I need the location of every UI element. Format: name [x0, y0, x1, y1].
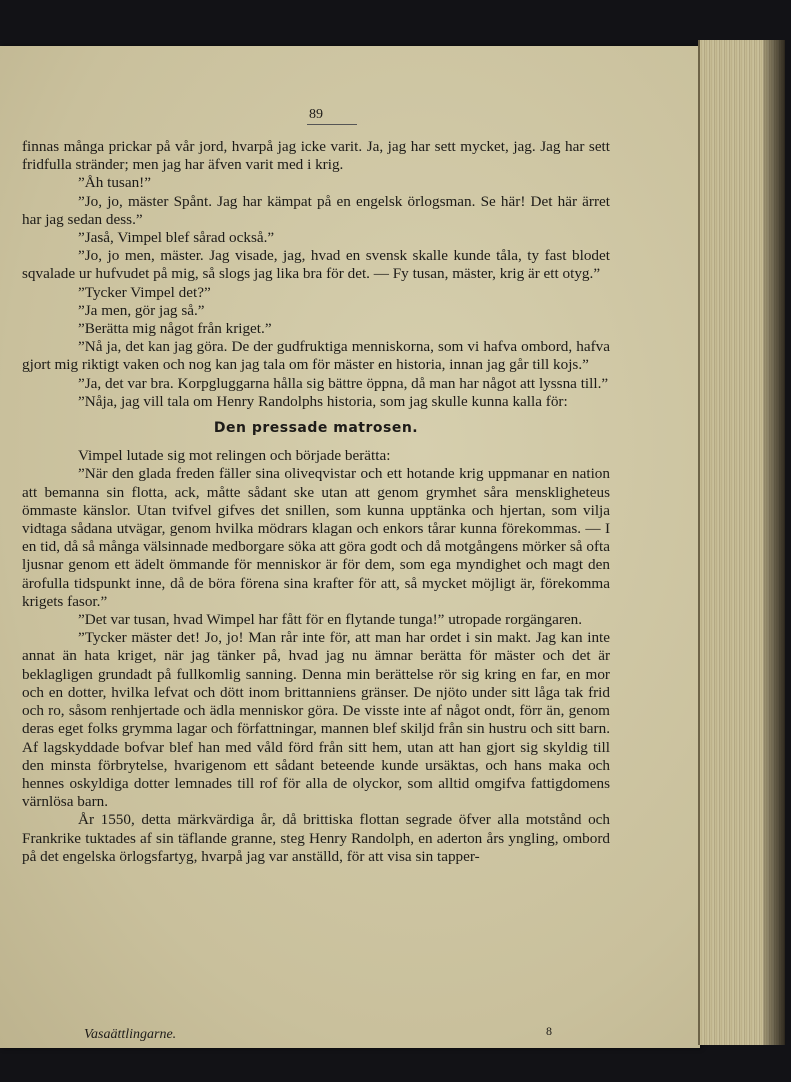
paragraph: Vimpel lutade sig mot relingen och började berätta:	[78, 447, 391, 465]
paragraph: ”Jaså, Vimpel blef sårad också.”	[78, 229, 275, 247]
paragraph: ”Ja men, gör jag så.”	[78, 301, 205, 319]
body-text	[22, 138, 610, 866]
page-number-rule	[307, 124, 357, 125]
page-number: 89	[309, 107, 323, 122]
paragraph: ”Tycker Vimpel det?”	[78, 283, 211, 301]
section-heading: Den pressade matrosen.	[213, 420, 419, 437]
book-page	[0, 46, 700, 1048]
signature-mark: 8	[546, 1024, 552, 1038]
paragraph: ”Åh tusan!”	[78, 174, 151, 192]
paragraph: ”Ja, det var bra. Korpgluggarna hålla sig bättre öppna, då man har något att lyssna till.”	[78, 374, 609, 392]
paragraph: ”Det var tusan, hvad Wimpel har fått för en flytande tunga!” utropade rorgängaren.	[78, 611, 583, 629]
paragraph: ”Nå ja, det kan jag göra. De der gudfruktiga menniskorna, som vi hafva ombord, hafva gjort mig riktigt vaken och nog kan jag tala om för mäster en historia, innan jag går till kojs.”	[22, 338, 610, 374]
paragraph: ”Tycker mäster det! Jo, jo! Man rår inte för, att man har ordet i sin makt. Jag kan inte annat än hata kriget, när jag tänker på, hvad jag nu ämnar berätta för mäster och det är beklagligen grundadt på fullkomlig sanning. Denna min berättelse rör sig kring en far, en mor och en dotter, hvilka lefvat och dött inom brittanniens gränser. De njöto under sitt låga tak frid och ro, såsom renhjertade och ädla menniskor göra. De visste inte af något ondt, förr än, genom deras eget folks grymma lagar och författningar, mannen blef skiljd från sin hustru och sitt barn. Af lagskyddade bofvar blef han med våld förd från sitt hem, utan att han gjort sig skyldig till den minsta förbrytelse, hvarigenom ett sådant beteende kunde ursäktas, och hans maka och hennes oskyldiga dotter lemnades till rof för alla de olyckor, som alltid omgifva fattigdomens värnlösa barn.	[22, 629, 610, 811]
paragraph: ”Berätta mig något från kriget.”	[78, 320, 272, 338]
paragraph: ”Nåja, jag vill tala om Henry Randolphs historia, som jag skulle kunna kalla för:	[78, 392, 568, 410]
paragraph: ”Jo, jo, mäster Spånt. Jag har kämpat på en engelsk örlogsman. Se här! Det här ärret har jag sedan dess.”	[22, 192, 610, 228]
page-footer	[22, 1026, 610, 1046]
book-fore-edge	[698, 40, 785, 1045]
paragraph: finnas många prickar på vår jord, hvarpå jag icke varit. Ja, jag har sett mycket, jag. Jag har sett fridfulla stränder; men jag har äfven varit med i krig.	[22, 138, 610, 174]
paragraph: ”Jo, jo men, mäster. Jag visade, jag, hvad en svensk skalle kunde tåla, ty fast blodet sqvalade ur hufvudet på mig, så slogs jag lika bra för det. — Fy tusan, mäster, krig är ett otyg.”	[22, 247, 610, 283]
paragraph: År 1550, detta märkvärdiga år, då brittiska flottan segrade öfver alla motstånd och Frankrike tuktades af sin täflande granne, steg Henry Randolph, en aderton års yngling, ombord på det engelska örlogsfartyg, hvarpå jag var anställd, för att visa sin tapper-	[22, 811, 610, 865]
running-footer-title: Vasaättlingarne.	[84, 1027, 177, 1042]
paragraph: ”När den glada freden fäller sina oliveqvistar och ett hotande krig uppmanar en nation att bemanna sin flotta, ack, måtte sådant ske utan att genom grymhet såra menskligheteus ömmaste känslor. Utan tvifvel gifves det snillen, som kunna upptänka och hjertan, som vilja vidtaga sådana utvägar, genom hvilka mödrars klagan och enkors tårar kunna förekommas. — I en tid, då så många välsinnade medborgare söka att göra godt och då motgångens mörker så ofta ljusnar genom ett ädelt ömmande för menniskor är för dem, som ega myndighet och magt den ärofulla tidspunkt inne, då de böra förena sina krafter för att, så mycket möjligt är, förekomma krigets fasor.”	[22, 465, 610, 610]
